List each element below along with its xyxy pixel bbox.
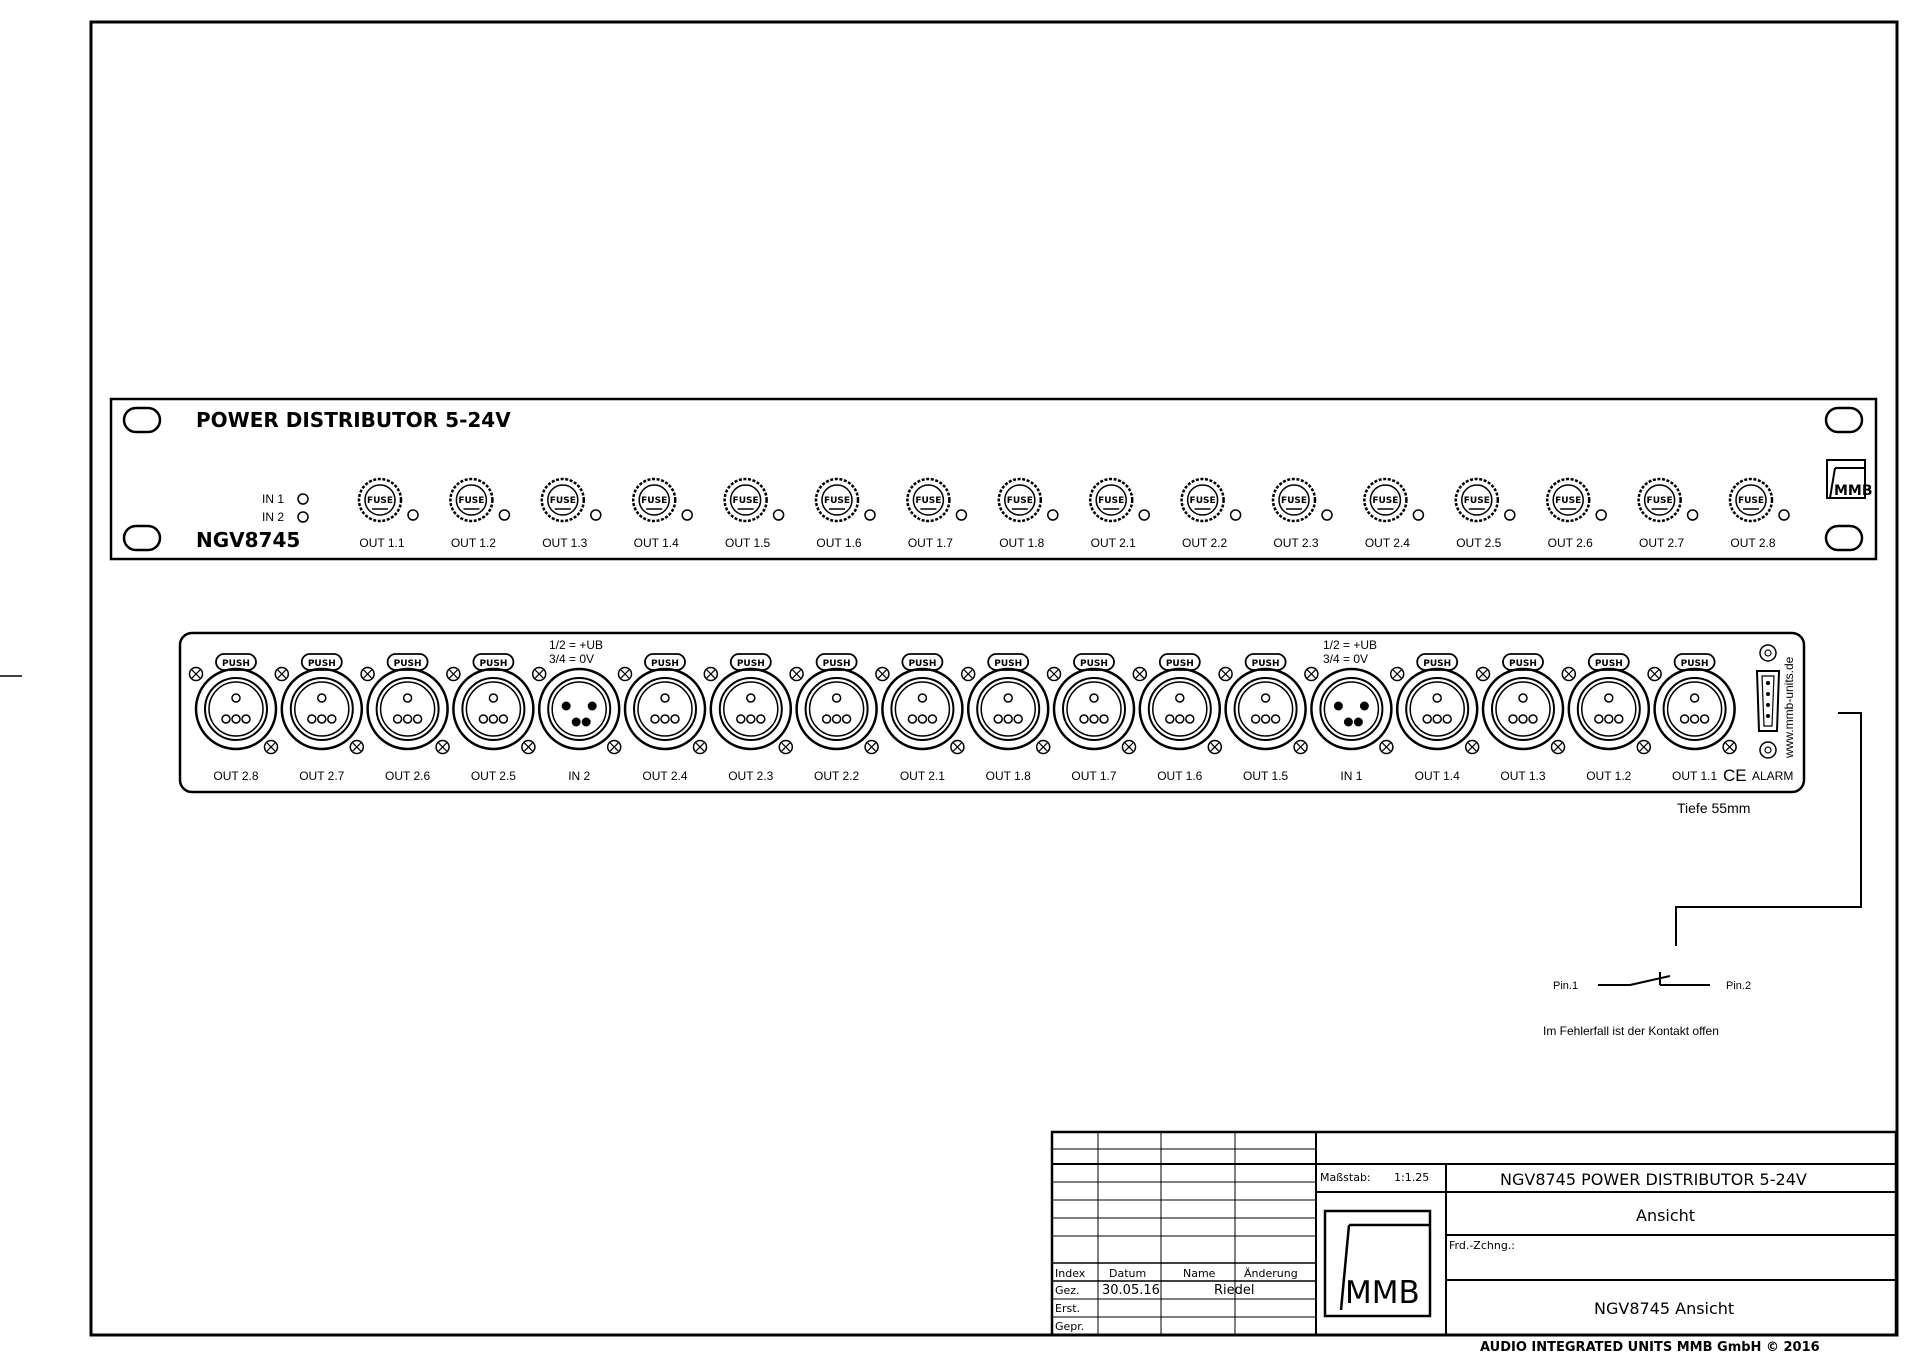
output-label: OUT 1.1 bbox=[359, 536, 405, 550]
front-panel-model: NGV8745 bbox=[196, 528, 301, 552]
input-led-indicator bbox=[298, 494, 308, 504]
output-led bbox=[682, 510, 692, 520]
fuse-holder[interactable] bbox=[999, 479, 1041, 521]
xlr-output-connector[interactable] bbox=[453, 654, 533, 749]
output-label: OUT 2.1 bbox=[1090, 536, 1136, 550]
input-led-indicator bbox=[298, 512, 308, 522]
front-mmb-logo bbox=[1827, 460, 1873, 499]
xlr-output-connector[interactable] bbox=[882, 654, 962, 749]
output-led bbox=[499, 510, 509, 520]
row-role: Gez. bbox=[1055, 1284, 1080, 1297]
in1-pinout-note: 1/2 = +UB bbox=[1323, 638, 1378, 652]
depth-note: Tiefe 55mm bbox=[1677, 800, 1751, 816]
fuse-label: FUSE bbox=[823, 496, 851, 506]
fuse-holder[interactable] bbox=[1639, 479, 1681, 521]
in1-pinout-note: 3/4 = 0V bbox=[1323, 652, 1369, 666]
fuse-label: FUSE bbox=[1189, 496, 1216, 506]
fuse-holder[interactable] bbox=[450, 479, 492, 521]
push-label: PUSH bbox=[222, 659, 250, 669]
push-label: PUSH bbox=[1251, 659, 1280, 669]
ce-mark: CE bbox=[1723, 766, 1747, 785]
xlr-output-connector[interactable] bbox=[282, 654, 362, 749]
output-led bbox=[1139, 510, 1149, 520]
scale-value: 1:1.25 bbox=[1394, 1171, 1430, 1184]
alarm-label: ALARM bbox=[1752, 769, 1794, 783]
fuse-label: FUSE bbox=[1372, 496, 1399, 506]
output-led bbox=[1779, 510, 1789, 520]
fuse-holder[interactable] bbox=[542, 479, 584, 521]
fuse-label: FUSE bbox=[1737, 496, 1765, 506]
output-led bbox=[1322, 510, 1332, 520]
connector-label: OUT 2.3 bbox=[728, 769, 774, 783]
front-logo-text: MMB bbox=[1834, 483, 1873, 499]
output-led bbox=[865, 510, 875, 520]
connector-label: OUT 1.1 bbox=[1672, 769, 1718, 783]
fuse-label: FUSE bbox=[1280, 496, 1308, 506]
xlr-output-connector[interactable] bbox=[368, 654, 448, 749]
push-latch-button[interactable] bbox=[1160, 654, 1200, 670]
xlr-connector-array bbox=[190, 654, 1737, 783]
push-label: PUSH bbox=[1080, 659, 1108, 669]
push-latch-button[interactable] bbox=[1246, 654, 1286, 670]
push-latch-button[interactable] bbox=[1074, 654, 1114, 670]
row-name: Riedel bbox=[1214, 1283, 1255, 1298]
output-label: OUT 2.7 bbox=[1639, 536, 1685, 550]
fuse-holder[interactable] bbox=[1364, 479, 1406, 521]
fuse-label: FUSE bbox=[641, 496, 668, 506]
connector-label: OUT 1.4 bbox=[1414, 769, 1460, 783]
output-led bbox=[1596, 510, 1606, 520]
output-led bbox=[408, 510, 418, 520]
fuse-holder[interactable] bbox=[1090, 479, 1132, 521]
connector-label: OUT 1.7 bbox=[1071, 769, 1117, 783]
fuse-holder[interactable] bbox=[1730, 479, 1772, 521]
connector-label: OUT 2.4 bbox=[642, 769, 688, 783]
fuse-label: FUSE bbox=[458, 496, 485, 506]
drawing-title: NGV8745 POWER DISTRIBUTOR 5-24V bbox=[1500, 1170, 1807, 1189]
title-block-outline bbox=[1052, 1132, 1896, 1335]
rear-panel bbox=[180, 633, 1804, 816]
in2-pinout-note: 1/2 = +UB bbox=[549, 638, 604, 652]
xlr-input-connector[interactable] bbox=[1311, 669, 1391, 749]
pin2-label: Pin.2 bbox=[1726, 980, 1752, 992]
input-led-label: IN 1 bbox=[262, 492, 285, 506]
push-latch-button[interactable] bbox=[731, 654, 771, 670]
connector-label: OUT 2.6 bbox=[385, 769, 431, 783]
output-label: OUT 1.7 bbox=[907, 536, 953, 550]
connector-label: OUT 1.3 bbox=[1500, 769, 1546, 783]
push-latch-button[interactable] bbox=[817, 654, 857, 670]
drawing-frame bbox=[91, 22, 1897, 1335]
alarm-contact-schematic bbox=[1543, 713, 1861, 1038]
fuse-holder[interactable] bbox=[1182, 479, 1224, 521]
push-label: PUSH bbox=[1509, 659, 1537, 669]
drawing-view: Ansicht bbox=[1636, 1206, 1696, 1225]
fuse-label: FUSE bbox=[915, 496, 942, 506]
fuse-holder[interactable] bbox=[1547, 479, 1589, 521]
push-label: PUSH bbox=[1594, 659, 1623, 669]
front-panel bbox=[111, 399, 1876, 559]
fuse-label: FUSE bbox=[1646, 496, 1673, 506]
xlr-output-connector[interactable] bbox=[1569, 654, 1649, 749]
fuse-holder[interactable] bbox=[1456, 479, 1498, 521]
push-latch-button[interactable] bbox=[302, 654, 342, 670]
connector-label: OUT 2.2 bbox=[814, 769, 860, 783]
frd-label: Frd.-Zchng.: bbox=[1449, 1239, 1516, 1252]
title-block bbox=[1052, 1132, 1896, 1335]
connector-label: OUT 1.5 bbox=[1243, 769, 1289, 783]
header-name: Name bbox=[1183, 1267, 1216, 1280]
pin1-label: Pin.1 bbox=[1553, 980, 1579, 992]
push-label: PUSH bbox=[651, 659, 679, 669]
xlr-output-connector[interactable] bbox=[196, 654, 276, 749]
alarm-contact-note: Im Fehlerfall ist der Kontakt offen bbox=[1543, 1024, 1719, 1038]
xlr-output-connector[interactable] bbox=[1054, 654, 1134, 749]
push-label: PUSH bbox=[994, 659, 1023, 669]
fuse-array bbox=[359, 479, 1789, 550]
header-aenderung: Änderung bbox=[1244, 1267, 1298, 1280]
fuse-holder[interactable] bbox=[1273, 479, 1315, 521]
output-label: OUT 2.8 bbox=[1730, 536, 1776, 550]
push-latch-button[interactable] bbox=[388, 654, 428, 670]
push-label: PUSH bbox=[307, 659, 336, 669]
row-role: Gepr. bbox=[1055, 1320, 1085, 1333]
xlr-output-connector[interactable] bbox=[711, 654, 791, 749]
fuse-holder[interactable] bbox=[907, 479, 949, 521]
output-led bbox=[956, 510, 966, 520]
push-latch-button[interactable] bbox=[902, 654, 942, 670]
row-role: Erst. bbox=[1055, 1302, 1081, 1315]
title-logo-text: MMB bbox=[1345, 1275, 1420, 1311]
fuse-holder[interactable] bbox=[633, 479, 675, 521]
connector-label: OUT 1.8 bbox=[985, 769, 1031, 783]
xlr-output-connector[interactable] bbox=[968, 654, 1048, 749]
xlr-output-connector[interactable] bbox=[625, 654, 705, 749]
copyright: AUDIO INTEGRATED UNITS MMB GmbH © 2016 bbox=[1480, 1340, 1820, 1355]
row-date: 30.05.16 bbox=[1102, 1283, 1160, 1298]
fuse-holder[interactable] bbox=[816, 479, 858, 521]
contact-switch-blade bbox=[1630, 976, 1670, 985]
output-led bbox=[1505, 510, 1515, 520]
fuse-label: FUSE bbox=[732, 496, 759, 506]
push-label: PUSH bbox=[908, 659, 937, 669]
output-label: OUT 2.5 bbox=[1456, 536, 1502, 550]
push-label: PUSH bbox=[393, 659, 422, 669]
connector-label: OUT 2.8 bbox=[213, 769, 259, 783]
output-led bbox=[1688, 510, 1698, 520]
push-label: PUSH bbox=[479, 659, 508, 669]
header-index: Index bbox=[1055, 1267, 1086, 1280]
connector-label: OUT 2.5 bbox=[470, 769, 516, 783]
output-label: OUT 1.3 bbox=[542, 536, 588, 550]
in2-pinout-note: 3/4 = 0V bbox=[549, 652, 595, 666]
fuse-label: FUSE bbox=[549, 496, 576, 506]
rack-hole bbox=[124, 408, 160, 432]
connector-label: IN 1 bbox=[1340, 769, 1363, 783]
output-led bbox=[774, 510, 784, 520]
connector-label: OUT 2.1 bbox=[899, 769, 945, 783]
push-label: PUSH bbox=[1423, 659, 1452, 669]
output-label: OUT 1.8 bbox=[999, 536, 1045, 550]
xlr-input-connector[interactable] bbox=[539, 669, 619, 749]
output-led bbox=[1048, 510, 1058, 520]
xlr-output-connector[interactable] bbox=[797, 654, 877, 749]
connector-label: OUT 2.7 bbox=[299, 769, 345, 783]
xlr-output-connector[interactable] bbox=[1483, 654, 1563, 749]
output-label: OUT 2.6 bbox=[1547, 536, 1593, 550]
xlr-output-connector[interactable] bbox=[1397, 654, 1477, 749]
push-latch-button[interactable] bbox=[645, 654, 685, 670]
fuse-label: FUSE bbox=[366, 496, 394, 506]
drawing-name: NGV8745 Ansicht bbox=[1594, 1299, 1735, 1318]
connector-label: OUT 1.6 bbox=[1157, 769, 1203, 783]
xlr-output-connector[interactable] bbox=[1226, 654, 1306, 749]
connector-label: OUT 1.2 bbox=[1586, 769, 1632, 783]
push-latch-button[interactable] bbox=[216, 654, 256, 670]
fuse-label: FUSE bbox=[1098, 496, 1125, 506]
output-led bbox=[591, 510, 601, 520]
output-label: OUT 1.4 bbox=[633, 536, 679, 550]
push-latch-button[interactable] bbox=[473, 654, 513, 670]
output-led bbox=[1231, 510, 1241, 520]
push-label: PUSH bbox=[822, 659, 851, 669]
output-led bbox=[1413, 510, 1423, 520]
input-led-label: IN 2 bbox=[262, 510, 285, 524]
push-latch-button[interactable] bbox=[1675, 654, 1715, 670]
scale-label: Maßstab: bbox=[1320, 1171, 1371, 1184]
xlr-output-connector[interactable] bbox=[1655, 654, 1735, 749]
output-label: OUT 2.3 bbox=[1273, 536, 1319, 550]
push-latch-button[interactable] bbox=[1589, 654, 1629, 670]
rack-hole bbox=[124, 526, 160, 550]
xlr-output-connector[interactable] bbox=[1140, 654, 1220, 749]
fuse-holder[interactable] bbox=[359, 479, 401, 521]
output-label: OUT 1.6 bbox=[816, 536, 862, 550]
push-latch-button[interactable] bbox=[988, 654, 1028, 670]
output-label: OUT 2.2 bbox=[1182, 536, 1228, 550]
push-label: PUSH bbox=[736, 659, 765, 669]
fuse-label: FUSE bbox=[1555, 496, 1582, 506]
output-label: OUT 1.5 bbox=[725, 536, 771, 550]
alarm-connector bbox=[1757, 645, 1779, 758]
push-label: PUSH bbox=[1165, 659, 1194, 669]
fuse-holder[interactable] bbox=[725, 479, 767, 521]
manufacturer-website: www.mmb-units.de bbox=[1782, 656, 1796, 758]
fuse-label: FUSE bbox=[1463, 496, 1490, 506]
header-datum: Datum bbox=[1109, 1267, 1147, 1280]
output-label: OUT 1.2 bbox=[450, 536, 496, 550]
connector-label: IN 2 bbox=[568, 769, 591, 783]
rack-hole bbox=[1826, 526, 1862, 550]
push-latch-button[interactable] bbox=[1503, 654, 1543, 670]
rack-hole bbox=[1826, 408, 1862, 432]
push-label: PUSH bbox=[1680, 659, 1709, 669]
push-latch-button[interactable] bbox=[1417, 654, 1457, 670]
front-panel-title: POWER DISTRIBUTOR 5-24V bbox=[196, 408, 511, 432]
fuse-label: FUSE bbox=[1006, 496, 1033, 506]
output-label: OUT 2.4 bbox=[1364, 536, 1410, 550]
